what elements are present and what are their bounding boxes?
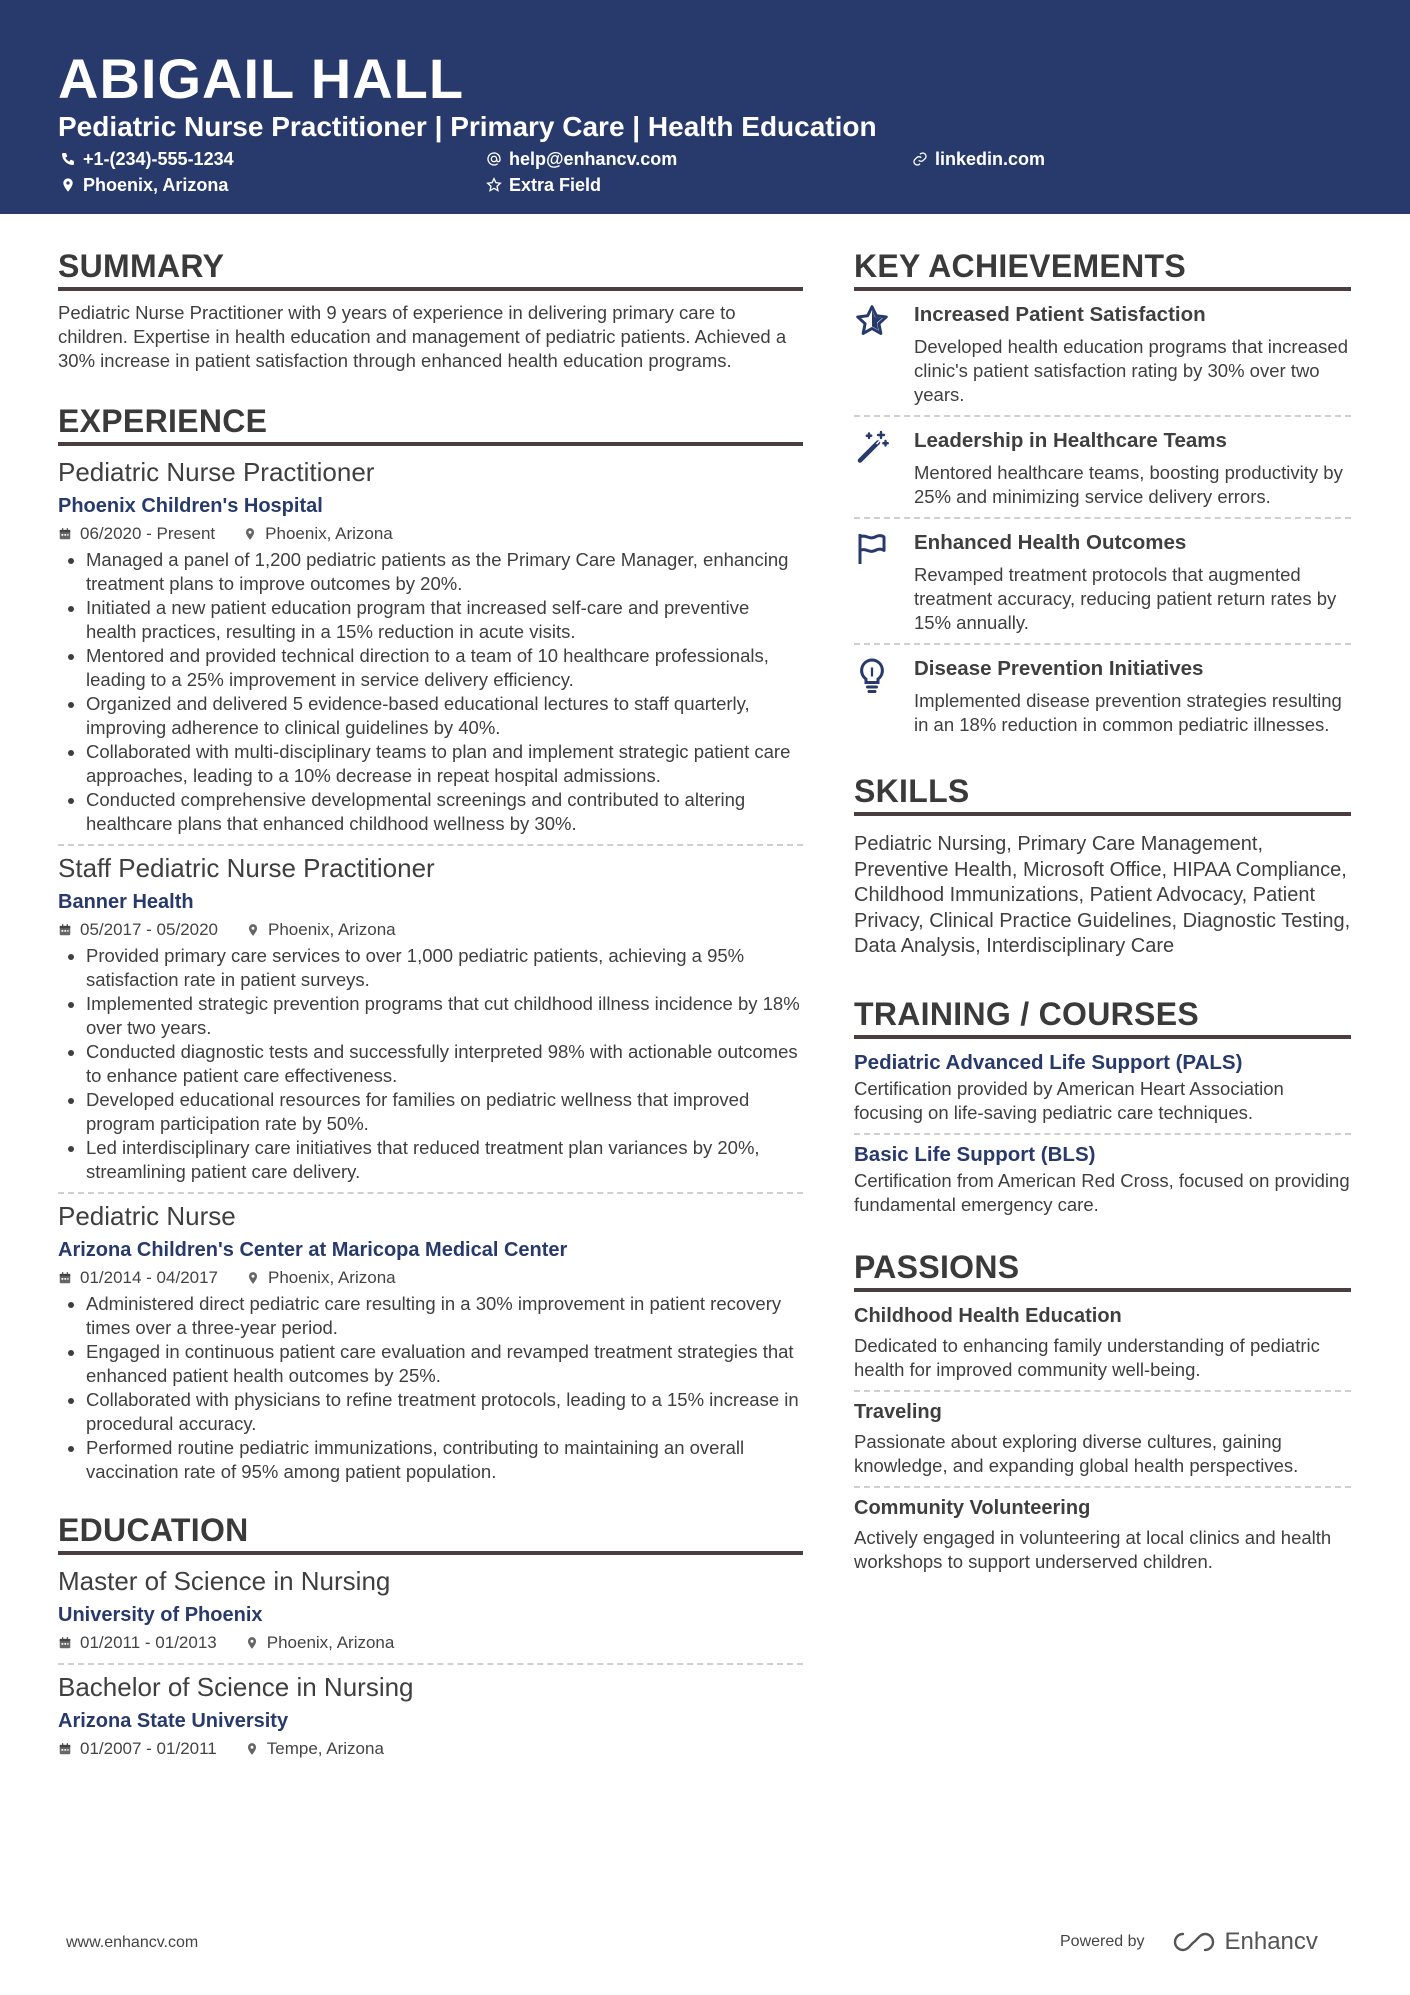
job-meta [58, 918, 803, 942]
achievement-desc: Mentored healthcare teams, boosting productivity by 25% and minimizing service delivery errors. [914, 462, 1343, 507]
star-icon [854, 301, 914, 407]
achievement-item [854, 417, 1351, 517]
job-bullet: • Initiated a new patient education program that increased self-care and preventive health practices, resulting in a 15% reduction in acute visits. [86, 596, 803, 644]
location-pin-icon [60, 177, 76, 193]
training-section [854, 994, 1351, 1217]
contact-phone-text: +1-(234)-555-1234 [83, 149, 234, 169]
job-role: Pediatric Nurse [58, 1201, 236, 1231]
job-bullet: • Provided primary care services to over 1,000 pediatric patients, achieving a 95% satisfaction rate in patient surveys. [86, 944, 803, 992]
contact-location-text: Phoenix, Arizona [83, 175, 229, 195]
education-location: Tempe, Arizona [266, 1739, 384, 1758]
job-entry [58, 1200, 803, 1484]
job-bullet: • Conducted comprehensive developmental screenings and contributed to altering healthcare plans that enhanced childhood wellness by 30%. [86, 788, 803, 836]
achievement-desc: Developed health education programs that increased clinic's patient satisfaction rating by 30% over two years. [914, 336, 1349, 405]
job-role: Staff Pediatric Nurse Practitioner [58, 853, 435, 883]
location-pin-icon [245, 1742, 259, 1756]
contact-extra-text: Extra Field [509, 175, 602, 195]
calendar-icon [58, 1636, 72, 1650]
job-dates: 05/2017 - 05/2020 [80, 920, 219, 939]
achievement-title: Leadership in Healthcare Teams [914, 429, 1227, 452]
job-bullet: • Developed educational resources for families on pediatric wellness that improved program participation rate by 50%. [86, 1088, 803, 1136]
candidate-headline: Pediatric Nurse Practitioner | Primary Care | Health Education [58, 111, 877, 142]
entry-divider [854, 1133, 1351, 1135]
job-bullet: • Collaborated with multi-disciplinary teams to plan and implement strategic patient care approaches, leading to a 10% decrease in repeat hospital admissions. [86, 740, 803, 788]
magic-wand-icon [854, 427, 914, 509]
location-pin-icon [245, 1636, 259, 1650]
passions-title: PASSIONS [854, 1247, 1351, 1292]
achievement-item [854, 645, 1351, 745]
job-entry [58, 456, 803, 836]
education-meta [58, 1631, 803, 1655]
achievements-title: KEY ACHIEVEMENTS [854, 246, 1351, 291]
passion-desc: Actively engaged in volunteering at local clinics and health workshops to support underserved children. [854, 1526, 1332, 1572]
location-pin-icon [243, 527, 257, 541]
passions-section [854, 1247, 1351, 1574]
calendar-icon [58, 527, 72, 541]
education-degree: Bachelor of Science in Nursing [58, 1672, 414, 1702]
achievements-section [854, 246, 1351, 745]
job-bullet: • Managed a panel of 1,200 pediatric patients as the Primary Care Manager, enhancing treatment plans to improve outcomes by 20%. [86, 548, 803, 596]
skills-title: SKILLS [854, 771, 1351, 816]
footer-branding [1060, 1928, 1318, 1956]
education-school: University of Phoenix [58, 1604, 263, 1626]
at-icon [486, 151, 502, 167]
achievement-item [854, 519, 1351, 643]
training-course-desc: Certification from American Red Cross, focused on providing fundamental emergency care. [854, 1169, 1350, 1215]
education-meta [58, 1737, 803, 1761]
entry-divider [58, 1192, 803, 1194]
calendar-icon [58, 1742, 72, 1756]
summary-section [58, 246, 803, 373]
lightbulb-icon [854, 655, 914, 737]
experience-title: EXPERIENCE [58, 401, 803, 446]
passion-item [854, 1494, 1351, 1574]
passion-item [854, 1398, 1351, 1478]
summary-title: SUMMARY [58, 246, 803, 291]
job-bullet: • Mentored and provided technical direction to a team of 10 healthcare professionals, leading to a 25% improvement in service delivery efficiency. [86, 644, 803, 692]
education-location: Phoenix, Arizona [266, 1633, 395, 1652]
contact-email[interactable] [486, 148, 677, 170]
calendar-icon [58, 1271, 72, 1285]
job-location: Phoenix, Arizona [268, 920, 396, 939]
education-school: Arizona State University [58, 1710, 289, 1732]
training-course-title: Basic Life Support (BLS) [854, 1142, 1096, 1166]
summary-text: Pediatric Nurse Practitioner with 9 years of experience in delivering primary care to children. Expertise in health education and management of pediatric patients. Achieved a 30% increase in patient satisfaction through enhanced health education programs. [58, 302, 787, 371]
passion-item [854, 1302, 1351, 1382]
location-pin-icon [246, 923, 260, 937]
job-bullets [58, 548, 803, 836]
job-meta [58, 522, 803, 546]
skills-text: Pediatric Nursing, Primary Care Management, Preventive Health, Microsoft Office, HIPAA Compliance, Childhood Immunizations, Patient Advocacy, Patient Privacy, Clinical Practice Guidelines, Diagnostic Testing, Data Analysis, Interdisciplinary Care [854, 833, 1351, 957]
job-bullet: • Led interdisciplinary care initiatives that reduced treatment plan variances by 20%, streamlining patient care delivery. [86, 1136, 803, 1184]
enhancv-logo-text: Enhancv [1224, 1928, 1318, 1955]
link-icon [912, 151, 928, 167]
job-bullets [58, 1292, 803, 1484]
entry-divider [58, 844, 803, 846]
left-column [58, 246, 803, 1761]
footer-powered-by: Powered by [1060, 1933, 1145, 1950]
achievement-item [854, 291, 1351, 415]
contact-email-text: help@enhancv.com [509, 149, 678, 169]
job-bullet: • Organized and delivered 5 evidence-based educational lectures to staff quarterly, improving adherence to clinical guidelines by 40%. [86, 692, 803, 740]
passion-desc: Passionate about exploring diverse cultures, gaining knowledge, and expanding global health perspectives. [854, 1430, 1299, 1476]
training-item [854, 1049, 1351, 1125]
training-course-title: Pediatric Advanced Life Support (PALS) [854, 1050, 1243, 1074]
right-column [854, 246, 1351, 1574]
job-company: Banner Health [58, 891, 194, 913]
phone-icon [60, 151, 76, 167]
training-title: TRAINING / COURSES [854, 994, 1351, 1039]
passion-desc: Dedicated to enhancing family understanding of pediatric health for improved community well-being. [854, 1334, 1320, 1380]
job-meta [58, 1266, 803, 1290]
star-outline-icon [486, 177, 502, 193]
passion-title: Childhood Health Education [854, 1304, 1122, 1327]
resume-header [0, 0, 1410, 214]
experience-section [58, 401, 803, 1484]
contact-phone [60, 148, 234, 170]
location-pin-icon [246, 1271, 260, 1285]
achievement-desc: Revamped treatment protocols that augmented treatment accuracy, reducing patient return rates by 15% annually. [914, 564, 1337, 633]
job-bullet: • Administered direct pediatric care resulting in a 30% improvement in patient recovery times over a three-year period. [86, 1292, 803, 1340]
entry-divider [58, 1663, 803, 1665]
footer-website[interactable]: www.enhancv.com [66, 1934, 199, 1951]
education-dates: 01/2007 - 01/2011 [80, 1739, 217, 1758]
entry-divider [854, 1390, 1351, 1392]
candidate-name: ABIGAIL HALL [58, 47, 465, 110]
job-company: Phoenix Children's Hospital [58, 495, 323, 517]
achievement-title: Increased Patient Satisfaction [914, 303, 1206, 326]
job-bullets [58, 944, 803, 1184]
job-bullet: • Implemented strategic prevention programs that cut childhood illness incidence by 18% over two years. [86, 992, 803, 1040]
passion-title: Traveling [854, 1400, 942, 1423]
contact-linkedin[interactable] [912, 148, 1045, 170]
achievement-title: Disease Prevention Initiatives [914, 657, 1204, 680]
contact-extra [486, 174, 601, 196]
training-item [854, 1141, 1351, 1217]
contact-location [60, 174, 228, 196]
education-dates: 01/2011 - 01/2013 [80, 1633, 217, 1652]
education-entry [58, 1565, 803, 1655]
education-title: EDUCATION [58, 1510, 803, 1555]
entry-divider [854, 1486, 1351, 1488]
job-bullet: • Conducted diagnostic tests and successfully interpreted 98% with actionable outcomes to enhance patient care effectiveness. [86, 1040, 803, 1088]
flag-icon [854, 529, 914, 635]
contact-linkedin-text: linkedin.com [935, 149, 1046, 169]
job-bullet: • Collaborated with physicians to refine treatment protocols, leading to a 15% increase in procedural accuracy. [86, 1388, 803, 1436]
education-degree: Master of Science in Nursing [58, 1566, 391, 1596]
achievement-desc: Implemented disease prevention strategies resulting in an 18% reduction in common pediatric illnesses. [914, 690, 1342, 735]
job-bullet: • Performed routine pediatric immunizations, contributing to maintaining an overall vaccination rate of 95% among patient population. [86, 1436, 803, 1484]
enhancv-logo[interactable] [1171, 1928, 1318, 1956]
job-location: Phoenix, Arizona [265, 524, 393, 543]
job-location: Phoenix, Arizona [268, 1268, 396, 1287]
job-bullet: • Engaged in continuous patient care evaluation and revamped treatment strategies that enhanced patient health outcomes by 25%. [86, 1340, 803, 1388]
achievement-title: Enhanced Health Outcomes [914, 531, 1187, 554]
calendar-icon [58, 923, 72, 937]
education-section [58, 1510, 803, 1761]
skills-section [854, 771, 1351, 960]
job-entry [58, 852, 803, 1184]
education-entry [58, 1671, 803, 1761]
job-dates: 06/2020 - Present [80, 524, 216, 543]
job-dates: 01/2014 - 04/2017 [80, 1268, 219, 1287]
training-course-desc: Certification provided by American Heart Association focusing on life-saving pediatric care techniques. [854, 1077, 1284, 1123]
enhancv-logo-icon [1171, 1929, 1217, 1955]
job-company: Arizona Children's Center at Maricopa Medical Center [58, 1239, 568, 1261]
job-role: Pediatric Nurse Practitioner [58, 457, 375, 487]
passion-title: Community Volunteering [854, 1496, 1091, 1519]
